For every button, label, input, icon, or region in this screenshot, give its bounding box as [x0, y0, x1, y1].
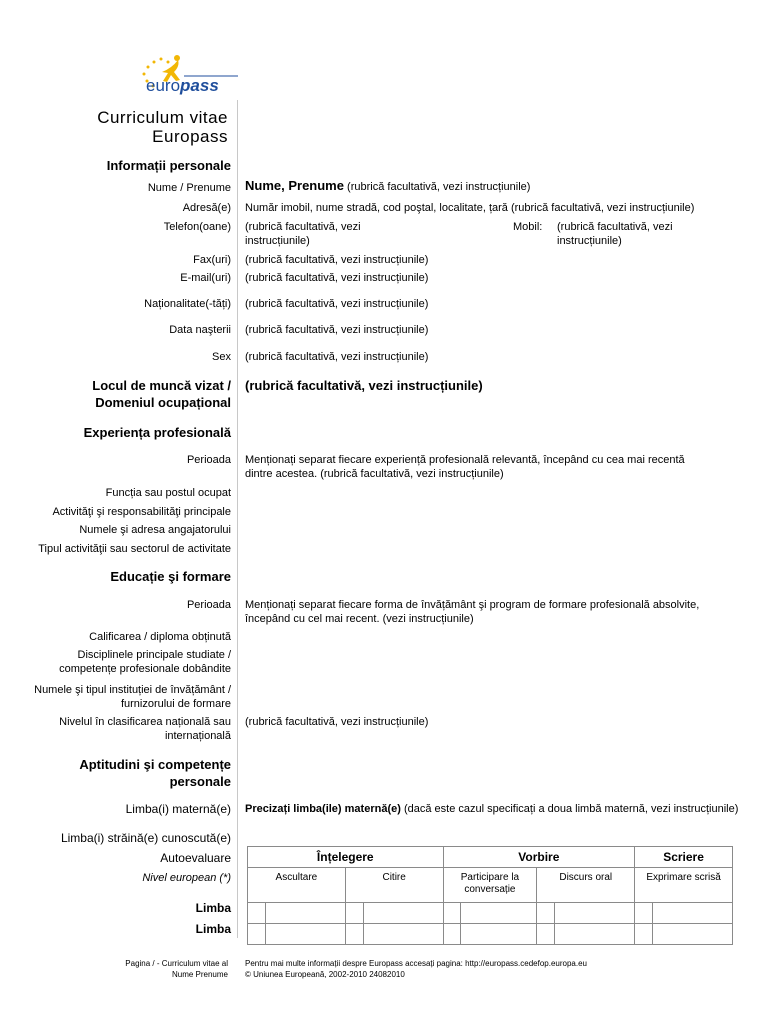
- table-cell[interactable]: [461, 903, 537, 924]
- language-1-label: Limba: [195, 901, 231, 915]
- table-cell[interactable]: [653, 903, 733, 924]
- language-1-row: [248, 903, 733, 924]
- phone-label: Telefon(oane): [163, 221, 231, 233]
- footer-name: Nume Prenume: [171, 970, 228, 979]
- european-level-label: Nivel european (*): [142, 872, 231, 884]
- table-cell[interactable]: [537, 924, 555, 945]
- mother-tongue-value: Precizați limba(ile) maternă(e) (dacă este cazul specificați a doua limbă maternă, vezi instrucțiunile): [245, 803, 739, 815]
- oral-header: Discurs oral: [537, 868, 635, 903]
- fax-label: Fax(uri): [193, 254, 231, 266]
- table-cell[interactable]: [537, 903, 555, 924]
- table-cell[interactable]: [443, 924, 461, 945]
- language-2-label: Limba: [195, 922, 231, 936]
- language-assessment-table: [247, 846, 733, 945]
- nationality-value: (rubrică facultativă, vezi instrucțiunile): [245, 298, 429, 310]
- table-cell[interactable]: [345, 924, 363, 945]
- sex-value: (rubrică facultativă, vezi instrucțiunile): [245, 351, 429, 363]
- desired-job-heading: Locul de muncă vizat / Domeniul ocupațional: [92, 378, 231, 410]
- education-period-value: Menționați separat fiecare forma de învățământ şi program de formare profesională absolvite, începând cu cel mai recent. (vezi instrucțiunile): [245, 599, 700, 625]
- table-cell[interactable]: [248, 903, 266, 924]
- mobile-value: (rubrică facultativă, vezi instrucțiunile): [557, 221, 673, 247]
- written-header: Exprimare scrisă: [635, 868, 733, 903]
- footer-info-link[interactable]: Pentru mai multe informații despre Europass accesați pagina: http://europass.cedefop.europa.eu: [245, 959, 587, 968]
- email-label: E-mail(uri): [180, 272, 231, 284]
- fax-value: (rubrică facultativă, vezi instrucțiunile): [245, 254, 429, 266]
- table-cell[interactable]: [555, 924, 635, 945]
- table-cell[interactable]: [443, 903, 461, 924]
- personal-info-heading: Informații personale: [106, 158, 231, 173]
- institution-label: Numele şi tipul instituției de învățământ / furnizorului de formare: [34, 684, 231, 710]
- mobile-label: Mobil:: [513, 221, 543, 233]
- table-cell[interactable]: [635, 903, 653, 924]
- name-value: Nume, Prenume (rubrică facultativă, vezi instrucțiunile): [245, 178, 531, 193]
- table-cell[interactable]: [363, 924, 443, 945]
- self-assessment-label: Autoevaluare: [160, 851, 231, 865]
- listening-header: Ascultare: [248, 868, 346, 903]
- europass-logo: [134, 50, 244, 98]
- skills-heading: Aptitudini şi competențe personale: [79, 757, 231, 789]
- cv-title-line2: Europass: [152, 127, 228, 146]
- table-cell[interactable]: [345, 903, 363, 924]
- footer-copyright: © Uniunea Europeană, 2002-2010 24082010: [245, 970, 405, 979]
- foreign-languages-label: Limba(i) străină(e) cunoscută(e): [60, 831, 231, 845]
- speaking-header: Vorbire: [443, 847, 635, 868]
- table-cell[interactable]: [635, 924, 653, 945]
- birth-date-label: Data naşterii: [169, 324, 231, 336]
- activities-label: Activităţi şi responsabilităţi principale: [52, 506, 231, 518]
- experience-heading: Experiența profesională: [83, 425, 231, 440]
- table-cell[interactable]: [653, 924, 733, 945]
- sector-label: Tipul activităţii sau sectorul de activitate: [38, 543, 231, 555]
- table-cell[interactable]: [248, 924, 266, 945]
- function-label: Funcția sau postul ocupat: [105, 487, 231, 499]
- reading-header: Citire: [345, 868, 443, 903]
- employer-label: Numele şi adresa angajatorului: [79, 524, 231, 536]
- disciplines-label: Disciplinele principale studiate / competențe profesionale dobândite: [59, 649, 231, 675]
- sex-label: Sex: [212, 351, 231, 363]
- interaction-header: Participare la conversație: [443, 868, 537, 903]
- education-heading: Educație şi formare: [110, 569, 231, 584]
- experience-period-label: Perioada: [186, 454, 231, 466]
- footer-right: [245, 958, 587, 980]
- email-value: (rubrică facultativă, vezi instrucțiunile): [245, 272, 429, 284]
- nationality-label: Naționalitate(-tăți): [144, 298, 231, 310]
- experience-period-value: Menționați separat fiecare experiență profesională relevantă, începând cu cea mai recentă dintre acestea. (rubrică facultativă, vezi instrucțiunile): [245, 454, 685, 480]
- column-divider: [237, 100, 238, 938]
- level-value: (rubrică facultativă, vezi instrucțiunile): [245, 716, 429, 728]
- cv-title-line1: Curriculum vitae: [97, 108, 228, 127]
- table-cell[interactable]: [363, 903, 443, 924]
- table-cell[interactable]: [265, 903, 345, 924]
- mother-tongue-label: Limba(i) maternă(e): [125, 802, 231, 816]
- writing-header: Scriere: [635, 847, 733, 868]
- birth-date-value: (rubrică facultativă, vezi instrucțiunile): [245, 324, 429, 336]
- understanding-header: Înțelegere: [248, 847, 444, 868]
- address-value: Număr imobil, nume stradă, cod poştal, localitate, țară (rubrică facultativă, vezi instrucțiunile): [245, 202, 695, 214]
- europass-logo-text: europass: [146, 76, 219, 95]
- footer-left: [125, 958, 228, 980]
- footer-page-label: Pagina / - Curriculum vitae al: [125, 959, 228, 968]
- desired-job-value: (rubrică facultativă, vezi instrucțiunile): [245, 378, 483, 393]
- level-label: Nivelul în clasificarea națională sau internațională: [59, 716, 231, 742]
- table-cell[interactable]: [265, 924, 345, 945]
- name-label: Nume / Prenume: [147, 182, 231, 194]
- qualification-label: Calificarea / diploma obținută: [89, 631, 231, 643]
- language-2-row: [248, 924, 733, 945]
- phone-value: (rubrică facultativă, vezi instrucțiunile): [245, 221, 361, 247]
- table-cell[interactable]: [555, 903, 635, 924]
- address-label: Adresă(e): [182, 202, 231, 214]
- education-period-label: Perioada: [186, 599, 231, 611]
- table-cell[interactable]: [461, 924, 537, 945]
